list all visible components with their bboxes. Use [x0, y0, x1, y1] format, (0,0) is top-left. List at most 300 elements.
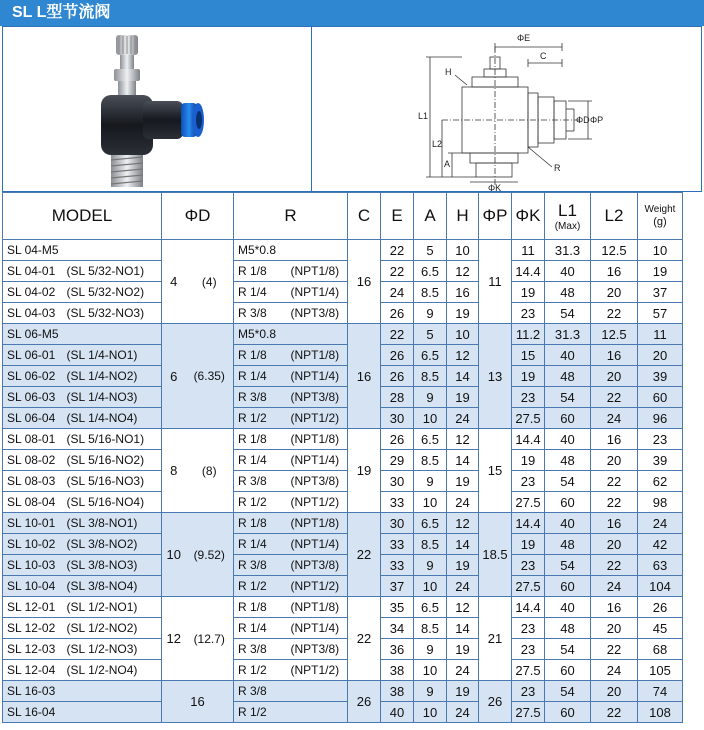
cell-npt: (NPT3/8): [287, 555, 348, 576]
cell-l1: 54: [545, 681, 591, 702]
cell-h: 24: [447, 492, 479, 513]
table-row: [3, 282, 683, 303]
cell-e: 22: [381, 261, 414, 282]
cell-k: 19: [512, 450, 545, 471]
cell-model: SL 12-02: [3, 618, 63, 639]
cell-h: 12: [447, 513, 479, 534]
label-H: H: [445, 67, 452, 77]
cell-k: 14.4: [512, 429, 545, 450]
cell-l2: 22: [591, 555, 638, 576]
cell-model: SL 06-04: [3, 408, 63, 429]
cell-a: 5: [414, 324, 447, 345]
cell-p: 11: [479, 240, 512, 324]
cell-npt: (NPT3/8): [287, 387, 348, 408]
cell-c: 19: [348, 429, 381, 513]
cell-h: 24: [447, 408, 479, 429]
cell-npt: (NPT1/2): [287, 576, 348, 597]
cell-e: 38: [381, 660, 414, 681]
cell-l2: 20: [591, 450, 638, 471]
label-R: R: [554, 163, 561, 173]
cell-model: SL 08-01: [3, 429, 63, 450]
cell-r: R 3/8: [234, 681, 287, 702]
cell-weight: 60: [638, 387, 683, 408]
table-row: [3, 660, 683, 681]
cell-model-alt: (SL 1/4-NO2): [63, 366, 162, 387]
cell-e: 37: [381, 576, 414, 597]
cell-model: SL 16-04: [3, 702, 162, 723]
cell-e: 30: [381, 471, 414, 492]
cell-r: R 3/8: [234, 639, 287, 660]
cell-c: 26: [348, 681, 381, 723]
cell-l1: 54: [545, 639, 591, 660]
cell-weight: 39: [638, 450, 683, 471]
cell-weight: 20: [638, 345, 683, 366]
cell-a: 8.5: [414, 534, 447, 555]
spec-table: [2, 192, 683, 723]
cell-l2: 22: [591, 492, 638, 513]
cell-r: R 1/8: [234, 513, 287, 534]
cell-weight: 105: [638, 660, 683, 681]
cell-npt: [287, 702, 348, 723]
header-r: R: [234, 193, 348, 240]
cell-l2: 16: [591, 345, 638, 366]
cell-l2: 24: [591, 576, 638, 597]
cell-npt: (NPT1/4): [287, 366, 348, 387]
cell-d: 16: [162, 681, 234, 723]
cell-l2: 24: [591, 408, 638, 429]
cell-r: R 1/4: [234, 282, 287, 303]
cell-model-alt: (SL 3/8-NO3): [63, 555, 162, 576]
cell-l1: 54: [545, 303, 591, 324]
table-row: [3, 702, 683, 723]
cell-model: SL 12-03: [3, 639, 63, 660]
table-row: [3, 408, 683, 429]
cell-weight: 68: [638, 639, 683, 660]
cell-d-inch: (12.7): [186, 597, 234, 681]
cell-model: SL 12-04: [3, 660, 63, 681]
cell-a: 10: [414, 408, 447, 429]
cell-e: 26: [381, 429, 414, 450]
cell-d: 4: [162, 240, 186, 324]
cell-l1: 54: [545, 387, 591, 408]
cell-npt: (NPT1/8): [287, 429, 348, 450]
cell-h: 19: [447, 387, 479, 408]
cell-model: SL 08-03: [3, 471, 63, 492]
cell-weight: 23: [638, 429, 683, 450]
cell-l1: 40: [545, 429, 591, 450]
cell-model-alt: (SL 1/2-NO3): [63, 639, 162, 660]
cell-k: 14.4: [512, 261, 545, 282]
cell-e: 34: [381, 618, 414, 639]
cell-a: 6.5: [414, 597, 447, 618]
cell-h: 24: [447, 702, 479, 723]
cell-model: SL 10-03: [3, 555, 63, 576]
cell-model-alt: (SL 5/16-NO3): [63, 471, 162, 492]
table-row: [3, 534, 683, 555]
cell-a: 8.5: [414, 618, 447, 639]
cell-l2: 22: [591, 639, 638, 660]
cell-r: R 1/4: [234, 450, 287, 471]
cell-l2: 22: [591, 303, 638, 324]
cell-l2: 16: [591, 261, 638, 282]
label-L2: L2: [432, 139, 443, 149]
cell-model: SL 06-02: [3, 366, 63, 387]
product-images: [2, 26, 702, 192]
product-photo: [3, 27, 311, 191]
label-D: ΦD: [576, 115, 590, 125]
cell-h: 14: [447, 450, 479, 471]
cell-r: R 1/2: [234, 492, 287, 513]
cell-model-alt: (SL 3/8-NO1): [63, 513, 162, 534]
cell-l1: 60: [545, 660, 591, 681]
cell-c: 22: [348, 513, 381, 597]
cell-l2: 12.5: [591, 240, 638, 261]
header-e: E: [381, 193, 414, 240]
cell-e: 38: [381, 681, 414, 702]
cell-weight: 45: [638, 618, 683, 639]
cell-model-alt: (SL 5/32-NO3): [63, 303, 162, 324]
cell-weight: 104: [638, 576, 683, 597]
table-row: [3, 597, 683, 618]
cell-model-alt: (SL 5/16-NO2): [63, 450, 162, 471]
table-row: [3, 681, 683, 702]
cell-npt: (NPT1/2): [287, 492, 348, 513]
cell-npt: (NPT1/2): [287, 660, 348, 681]
header-l2: L2: [591, 193, 638, 240]
table-row: [3, 387, 683, 408]
cell-h: 10: [447, 324, 479, 345]
cell-weight: 37: [638, 282, 683, 303]
cell-model: SL 04-02: [3, 282, 63, 303]
cell-model: SL 06-01: [3, 345, 63, 366]
table-row: [3, 492, 683, 513]
cell-e: 28: [381, 387, 414, 408]
cell-a: 6.5: [414, 261, 447, 282]
cell-e: 35: [381, 597, 414, 618]
cell-weight: 62: [638, 471, 683, 492]
cell-l1: 60: [545, 408, 591, 429]
cell-e: 33: [381, 492, 414, 513]
cell-k: 23: [512, 555, 545, 576]
cell-weight: 98: [638, 492, 683, 513]
cell-l1: 48: [545, 450, 591, 471]
cell-weight: 108: [638, 702, 683, 723]
cell-h: 12: [447, 345, 479, 366]
cell-e: 30: [381, 513, 414, 534]
cell-r: R 1/2: [234, 576, 287, 597]
cell-l2: 20: [591, 681, 638, 702]
cell-model-alt: (SL 1/2-NO1): [63, 597, 162, 618]
cell-h: 19: [447, 639, 479, 660]
cell-model: SL 06-03: [3, 387, 63, 408]
label-phiE: ΦE: [517, 33, 531, 43]
header-weight-label: Weight: [644, 204, 676, 215]
cell-model: SL 06-M5: [3, 324, 162, 345]
cell-a: 9: [414, 387, 447, 408]
cell-e: 22: [381, 240, 414, 261]
cell-h: 12: [447, 597, 479, 618]
cell-npt: (NPT1/4): [287, 282, 348, 303]
table-row: [3, 324, 683, 345]
cell-a: 8.5: [414, 450, 447, 471]
cell-npt: (NPT1/4): [287, 618, 348, 639]
cell-npt: [287, 324, 348, 345]
header-weight: [638, 193, 683, 240]
cell-k: 27.5: [512, 408, 545, 429]
cell-h: 24: [447, 576, 479, 597]
cell-k: 19: [512, 534, 545, 555]
page-title: SL L型节流阀: [0, 0, 704, 26]
header-k: ΦK: [512, 193, 545, 240]
cell-r: R 1/2: [234, 660, 287, 681]
cell-l1: 60: [545, 576, 591, 597]
cell-model-alt: (SL 1/4-NO3): [63, 387, 162, 408]
cell-l2: 20: [591, 534, 638, 555]
cell-npt: (NPT1/8): [287, 345, 348, 366]
cell-a: 5: [414, 240, 447, 261]
cell-l2: 16: [591, 513, 638, 534]
table-row: [3, 240, 683, 261]
cell-model-alt: (SL 1/4-NO1): [63, 345, 162, 366]
cell-r: R 3/8: [234, 471, 287, 492]
table-row: [3, 618, 683, 639]
cell-d-inch: (8): [186, 429, 234, 513]
cell-d-inch: (6.35): [186, 324, 234, 429]
cell-npt: (NPT1/8): [287, 261, 348, 282]
cell-k: 27.5: [512, 702, 545, 723]
cell-l2: 16: [591, 429, 638, 450]
cell-c: 16: [348, 324, 381, 429]
cell-p: 21: [479, 597, 512, 681]
cell-r: R 1/2: [234, 408, 287, 429]
cell-k: 23: [512, 471, 545, 492]
table-row: [3, 429, 683, 450]
cell-l1: 40: [545, 597, 591, 618]
cell-r: M5*0.8: [234, 240, 287, 261]
cell-npt: (NPT1/4): [287, 534, 348, 555]
cell-a: 8.5: [414, 282, 447, 303]
cell-l2: 24: [591, 660, 638, 681]
cell-l1: 48: [545, 618, 591, 639]
cell-r: R 1/4: [234, 618, 287, 639]
cell-k: 27.5: [512, 576, 545, 597]
cell-r: R 3/8: [234, 387, 287, 408]
table-row: [3, 513, 683, 534]
cell-model-alt: (SL 1/2-NO4): [63, 660, 162, 681]
cell-model-alt: (SL 5/16-NO1): [63, 429, 162, 450]
cell-npt: (NPT1/4): [287, 450, 348, 471]
cell-e: 29: [381, 450, 414, 471]
cell-r: R 1/2: [234, 702, 287, 723]
cell-a: 9: [414, 303, 447, 324]
cell-l1: 31.3: [545, 324, 591, 345]
cell-h: 12: [447, 429, 479, 450]
cell-l1: 48: [545, 366, 591, 387]
cell-k: 23: [512, 387, 545, 408]
cell-r: R 1/8: [234, 429, 287, 450]
cell-d-inch: (9.52): [186, 513, 234, 597]
cell-e: 36: [381, 639, 414, 660]
cell-npt: [287, 681, 348, 702]
cell-e: 33: [381, 555, 414, 576]
cell-model: SL 08-04: [3, 492, 63, 513]
cell-model-alt: (SL 3/8-NO2): [63, 534, 162, 555]
cell-r: R 1/4: [234, 534, 287, 555]
cell-npt: [287, 240, 348, 261]
cell-model: SL 08-02: [3, 450, 63, 471]
cell-h: 24: [447, 660, 479, 681]
header-l1-sub: (Max): [554, 220, 581, 232]
cell-model: SL 04-01: [3, 261, 63, 282]
header-h: H: [447, 193, 479, 240]
cell-model-alt: (SL 5/32-NO1): [63, 261, 162, 282]
cell-p: 26: [479, 681, 512, 723]
cell-l1: 54: [545, 471, 591, 492]
cell-e: 26: [381, 345, 414, 366]
table-body: [3, 240, 683, 723]
cell-h: 14: [447, 618, 479, 639]
cell-model: SL 12-01: [3, 597, 63, 618]
table-row: [3, 471, 683, 492]
cell-l1: 48: [545, 534, 591, 555]
cell-model: SL 10-04: [3, 576, 63, 597]
table-row: [3, 555, 683, 576]
cell-l1: 40: [545, 513, 591, 534]
cell-weight: 96: [638, 408, 683, 429]
cell-c: 22: [348, 597, 381, 681]
cell-k: 14.4: [512, 513, 545, 534]
cell-npt: (NPT1/2): [287, 408, 348, 429]
table-row: [3, 345, 683, 366]
cell-l2: 22: [591, 471, 638, 492]
cell-k: 11.2: [512, 324, 545, 345]
cell-model-alt: (SL 5/16-NO4): [63, 492, 162, 513]
cell-weight: 42: [638, 534, 683, 555]
cell-e: 33: [381, 534, 414, 555]
cell-h: 19: [447, 555, 479, 576]
cell-model: SL 10-01: [3, 513, 63, 534]
cell-weight: 57: [638, 303, 683, 324]
cell-model-alt: (SL 5/32-NO2): [63, 282, 162, 303]
cell-l1: 40: [545, 261, 591, 282]
cell-npt: (NPT3/8): [287, 471, 348, 492]
label-K: ΦK: [488, 183, 502, 191]
cell-model: SL 04-M5: [3, 240, 162, 261]
cell-a: 8.5: [414, 366, 447, 387]
cell-k: 11: [512, 240, 545, 261]
header-row: [3, 193, 683, 240]
cell-a: 9: [414, 555, 447, 576]
cell-weight: 26: [638, 597, 683, 618]
cell-p: 15: [479, 429, 512, 513]
header-a: A: [414, 193, 447, 240]
cell-a: 10: [414, 492, 447, 513]
cell-e: 40: [381, 702, 414, 723]
cell-d: 6: [162, 324, 186, 429]
cell-weight: 10: [638, 240, 683, 261]
cell-npt: (NPT3/8): [287, 303, 348, 324]
cell-l2: 20: [591, 282, 638, 303]
cell-p: 18.5: [479, 513, 512, 597]
cell-l1: 48: [545, 282, 591, 303]
cell-npt: (NPT1/8): [287, 513, 348, 534]
cell-k: 23: [512, 639, 545, 660]
cell-weight: 63: [638, 555, 683, 576]
cell-l2: 22: [591, 387, 638, 408]
cell-l2: 12.5: [591, 324, 638, 345]
cell-a: 9: [414, 681, 447, 702]
cell-a: 9: [414, 639, 447, 660]
cell-a: 6.5: [414, 429, 447, 450]
cell-h: 10: [447, 240, 479, 261]
cell-c: 16: [348, 240, 381, 324]
cell-e: 30: [381, 408, 414, 429]
cell-weight: 11: [638, 324, 683, 345]
cell-d: 12: [162, 597, 186, 681]
header-model: MODEL: [3, 193, 162, 240]
cell-model-alt: (SL 1/2-NO2): [63, 618, 162, 639]
cell-r: R 1/8: [234, 261, 287, 282]
cell-weight: 24: [638, 513, 683, 534]
cell-r: R 1/8: [234, 345, 287, 366]
cell-weight: 19: [638, 261, 683, 282]
cell-e: 26: [381, 366, 414, 387]
header-l1: [545, 193, 591, 240]
cell-d: 10: [162, 513, 186, 597]
cell-h: 12: [447, 261, 479, 282]
cell-h: 14: [447, 534, 479, 555]
table-row: [3, 450, 683, 471]
cell-l1: 54: [545, 555, 591, 576]
cell-l2: 16: [591, 597, 638, 618]
label-P: ΦP: [590, 115, 604, 125]
table-row: [3, 303, 683, 324]
label-A: A: [444, 159, 451, 169]
label-C: C: [540, 51, 547, 61]
header-d: ΦD: [162, 193, 234, 240]
cell-k: 14.4: [512, 597, 545, 618]
cell-k: 27.5: [512, 660, 545, 681]
dimension-drawing: [312, 27, 701, 191]
cell-r: R 1/8: [234, 597, 287, 618]
cell-e: 22: [381, 324, 414, 345]
cell-l1: 60: [545, 492, 591, 513]
cell-a: 9: [414, 471, 447, 492]
cell-weight: 39: [638, 366, 683, 387]
cell-k: 23: [512, 303, 545, 324]
cell-l1: 60: [545, 702, 591, 723]
cell-l2: 22: [591, 702, 638, 723]
cell-k: 15: [512, 345, 545, 366]
cell-model-alt: (SL 3/8-NO4): [63, 576, 162, 597]
cell-l2: 20: [591, 618, 638, 639]
cell-l1: 40: [545, 345, 591, 366]
cell-model: SL 16-03: [3, 681, 162, 702]
cell-r: M5*0.8: [234, 324, 287, 345]
cell-model: SL 04-03: [3, 303, 63, 324]
cell-h: 19: [447, 471, 479, 492]
cell-k: 19: [512, 366, 545, 387]
cell-a: 6.5: [414, 513, 447, 534]
cell-h: 16: [447, 282, 479, 303]
cell-e: 24: [381, 282, 414, 303]
cell-weight: 74: [638, 681, 683, 702]
cell-a: 10: [414, 576, 447, 597]
cell-d-inch: (4): [186, 240, 234, 324]
cell-k: 23: [512, 618, 545, 639]
cell-npt: (NPT1/8): [287, 597, 348, 618]
cell-r: R 1/4: [234, 366, 287, 387]
